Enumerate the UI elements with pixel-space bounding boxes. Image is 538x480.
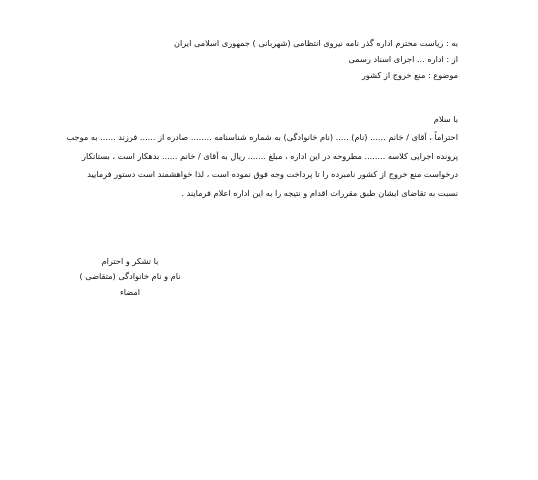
closing-name: نام و نام خانوادگی (متقاضی ) bbox=[79, 271, 181, 281]
recipient-line: به : ریاست محترم اداره گذر نامه نیروی انتظامی (شهربانی ) جمهوری اسلامی ایران bbox=[174, 38, 458, 48]
body-line-4: نسبت به تقاضای ایشان طبق مقررات اقدام و نتیجه را به این اداره اعلام فرمایند . bbox=[181, 188, 458, 198]
body-line-2: پرونده اجرایی کلاسه ........ مطروحه در این اداره ، مبلغ ....... ریال به آقای / خانم ...... بدهکار است ، بستانکار bbox=[82, 151, 458, 161]
body-line-1: احتراماً ، آقای / خانم ...... (نام) ..... (نام خانوادگی) به شماره شناسنامه ........ صادره از ...... فرزند ...... به موجب bbox=[66, 132, 458, 142]
greeting: با سلام bbox=[433, 114, 458, 124]
closing-thanks: با تشکر و احترام bbox=[101, 256, 159, 266]
body-line-3: درخواست منع خروج از کشور نامبرده را تا پرداخت وجه فوق نموده است ، لذا خواهشمند است دستور فرمایید bbox=[87, 169, 458, 179]
subject-line: موضوع : منع خروج از کشور bbox=[361, 70, 458, 80]
sender-line: از : اداره ... اجرای اسناد رسمی bbox=[348, 54, 458, 64]
closing-signature: امضاء bbox=[119, 287, 141, 297]
